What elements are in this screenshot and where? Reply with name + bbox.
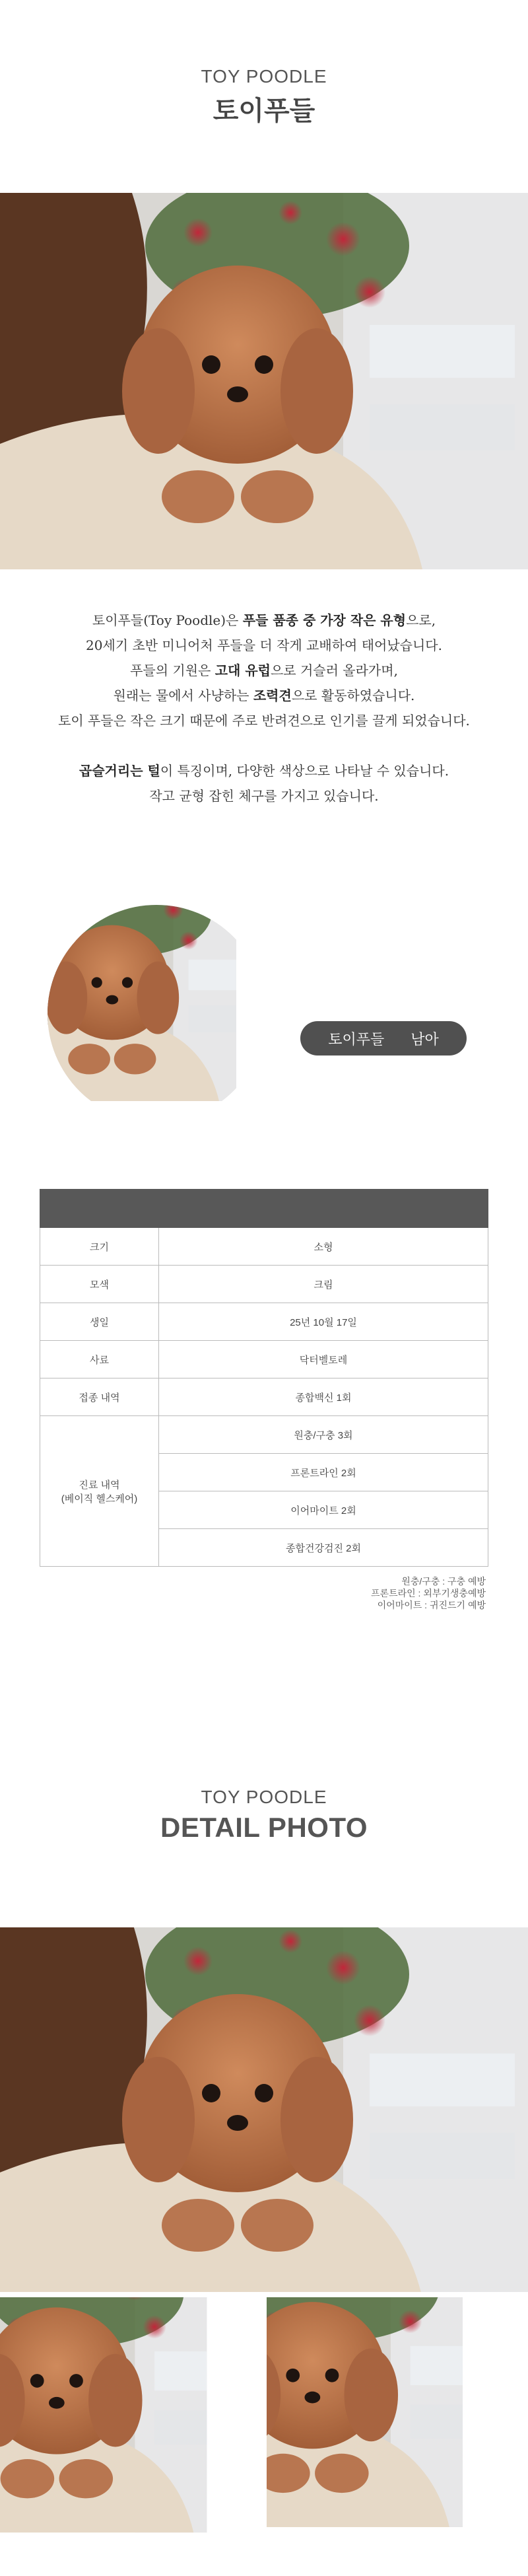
intro-heading <box>0 66 528 127</box>
table-row: 진료 내역 (베이직 헬스케어) 원충/구충 3회 <box>40 1416 488 1454</box>
breed-label: 토이푸들 <box>328 1030 385 1048</box>
detail-photo-main <box>0 1927 528 2292</box>
breed-gender-badge <box>300 1021 467 1055</box>
table-row: 사료 닥터벨토레 <box>40 1341 488 1378</box>
puppy-photo-icon <box>0 2297 261 2576</box>
hero-puppy-photo <box>0 193 528 569</box>
desc-line-6: 곱슬거리는 털이 특징이며, 다양한 색상으로 나타날 수 있습니다. <box>79 763 449 779</box>
table-row: 모색 크림 <box>40 1266 488 1303</box>
puppy-photo-icon <box>0 1927 528 2292</box>
desc-line-3: 푸들의 기원은 고대 유럽으로 거슬러 올라가며, <box>130 662 398 678</box>
table-row: 접종 내역 종합백신 1회 <box>40 1378 488 1416</box>
profile-photo <box>48 905 265 1123</box>
desc-line-1: 토이푸들(Toy Poodle)은 푸들 품종 중 가장 작은 유형으로, <box>92 612 436 628</box>
puppy-photo-icon <box>267 2297 528 2576</box>
info-table <box>40 1189 488 1567</box>
desc-line-4: 원래는 물에서 사냥하는 조력견으로 활동하였습니다. <box>113 688 415 703</box>
desc-line-7: 작고 균형 잡힌 체구를 가지고 있습니다. <box>149 788 379 804</box>
table-header <box>40 1190 488 1228</box>
table-row: 프론트라인 2회 <box>40 1454 488 1491</box>
table-row: 생일 25년 10월 17일 <box>40 1303 488 1341</box>
puppy-photo-icon <box>48 905 265 1123</box>
detail-title: DETAIL PHOTO <box>160 1812 368 1843</box>
table-footnotes: 원충/구충 : 구충 예방 프론트라인 : 외부기생충예방 이어마이트 : 귀진드기 예방 <box>371 1576 486 1610</box>
intro-eyebrow: TOY POODLE <box>201 66 327 87</box>
table-row: 이어마이트 2회 <box>40 1491 488 1529</box>
detail-eyebrow: TOY POODLE <box>201 1787 327 1807</box>
puppy-photo-icon <box>0 193 528 569</box>
desc-line-5: 토이 푸들은 작은 크기 때문에 주로 반려견으로 인기를 끌게 되었습니다. <box>58 713 470 729</box>
medical-label: 진료 내역 (베이직 헬스케어) <box>40 1416 159 1567</box>
detail-heading <box>0 1787 528 1843</box>
breed-description <box>0 608 528 808</box>
intro-title: 토이푸들 <box>213 96 315 125</box>
table-row: 종합건강검진 2회 <box>40 1529 488 1567</box>
table-row: 크기 소형 <box>40 1228 488 1266</box>
desc-line-2: 20세기 초반 미니어처 푸들을 더 작게 교배하여 태어났습니다. <box>86 637 442 653</box>
gender-label: 남아 <box>411 1030 439 1048</box>
detail-photo-left <box>0 2297 261 2576</box>
detail-photo-right <box>267 2297 528 2576</box>
